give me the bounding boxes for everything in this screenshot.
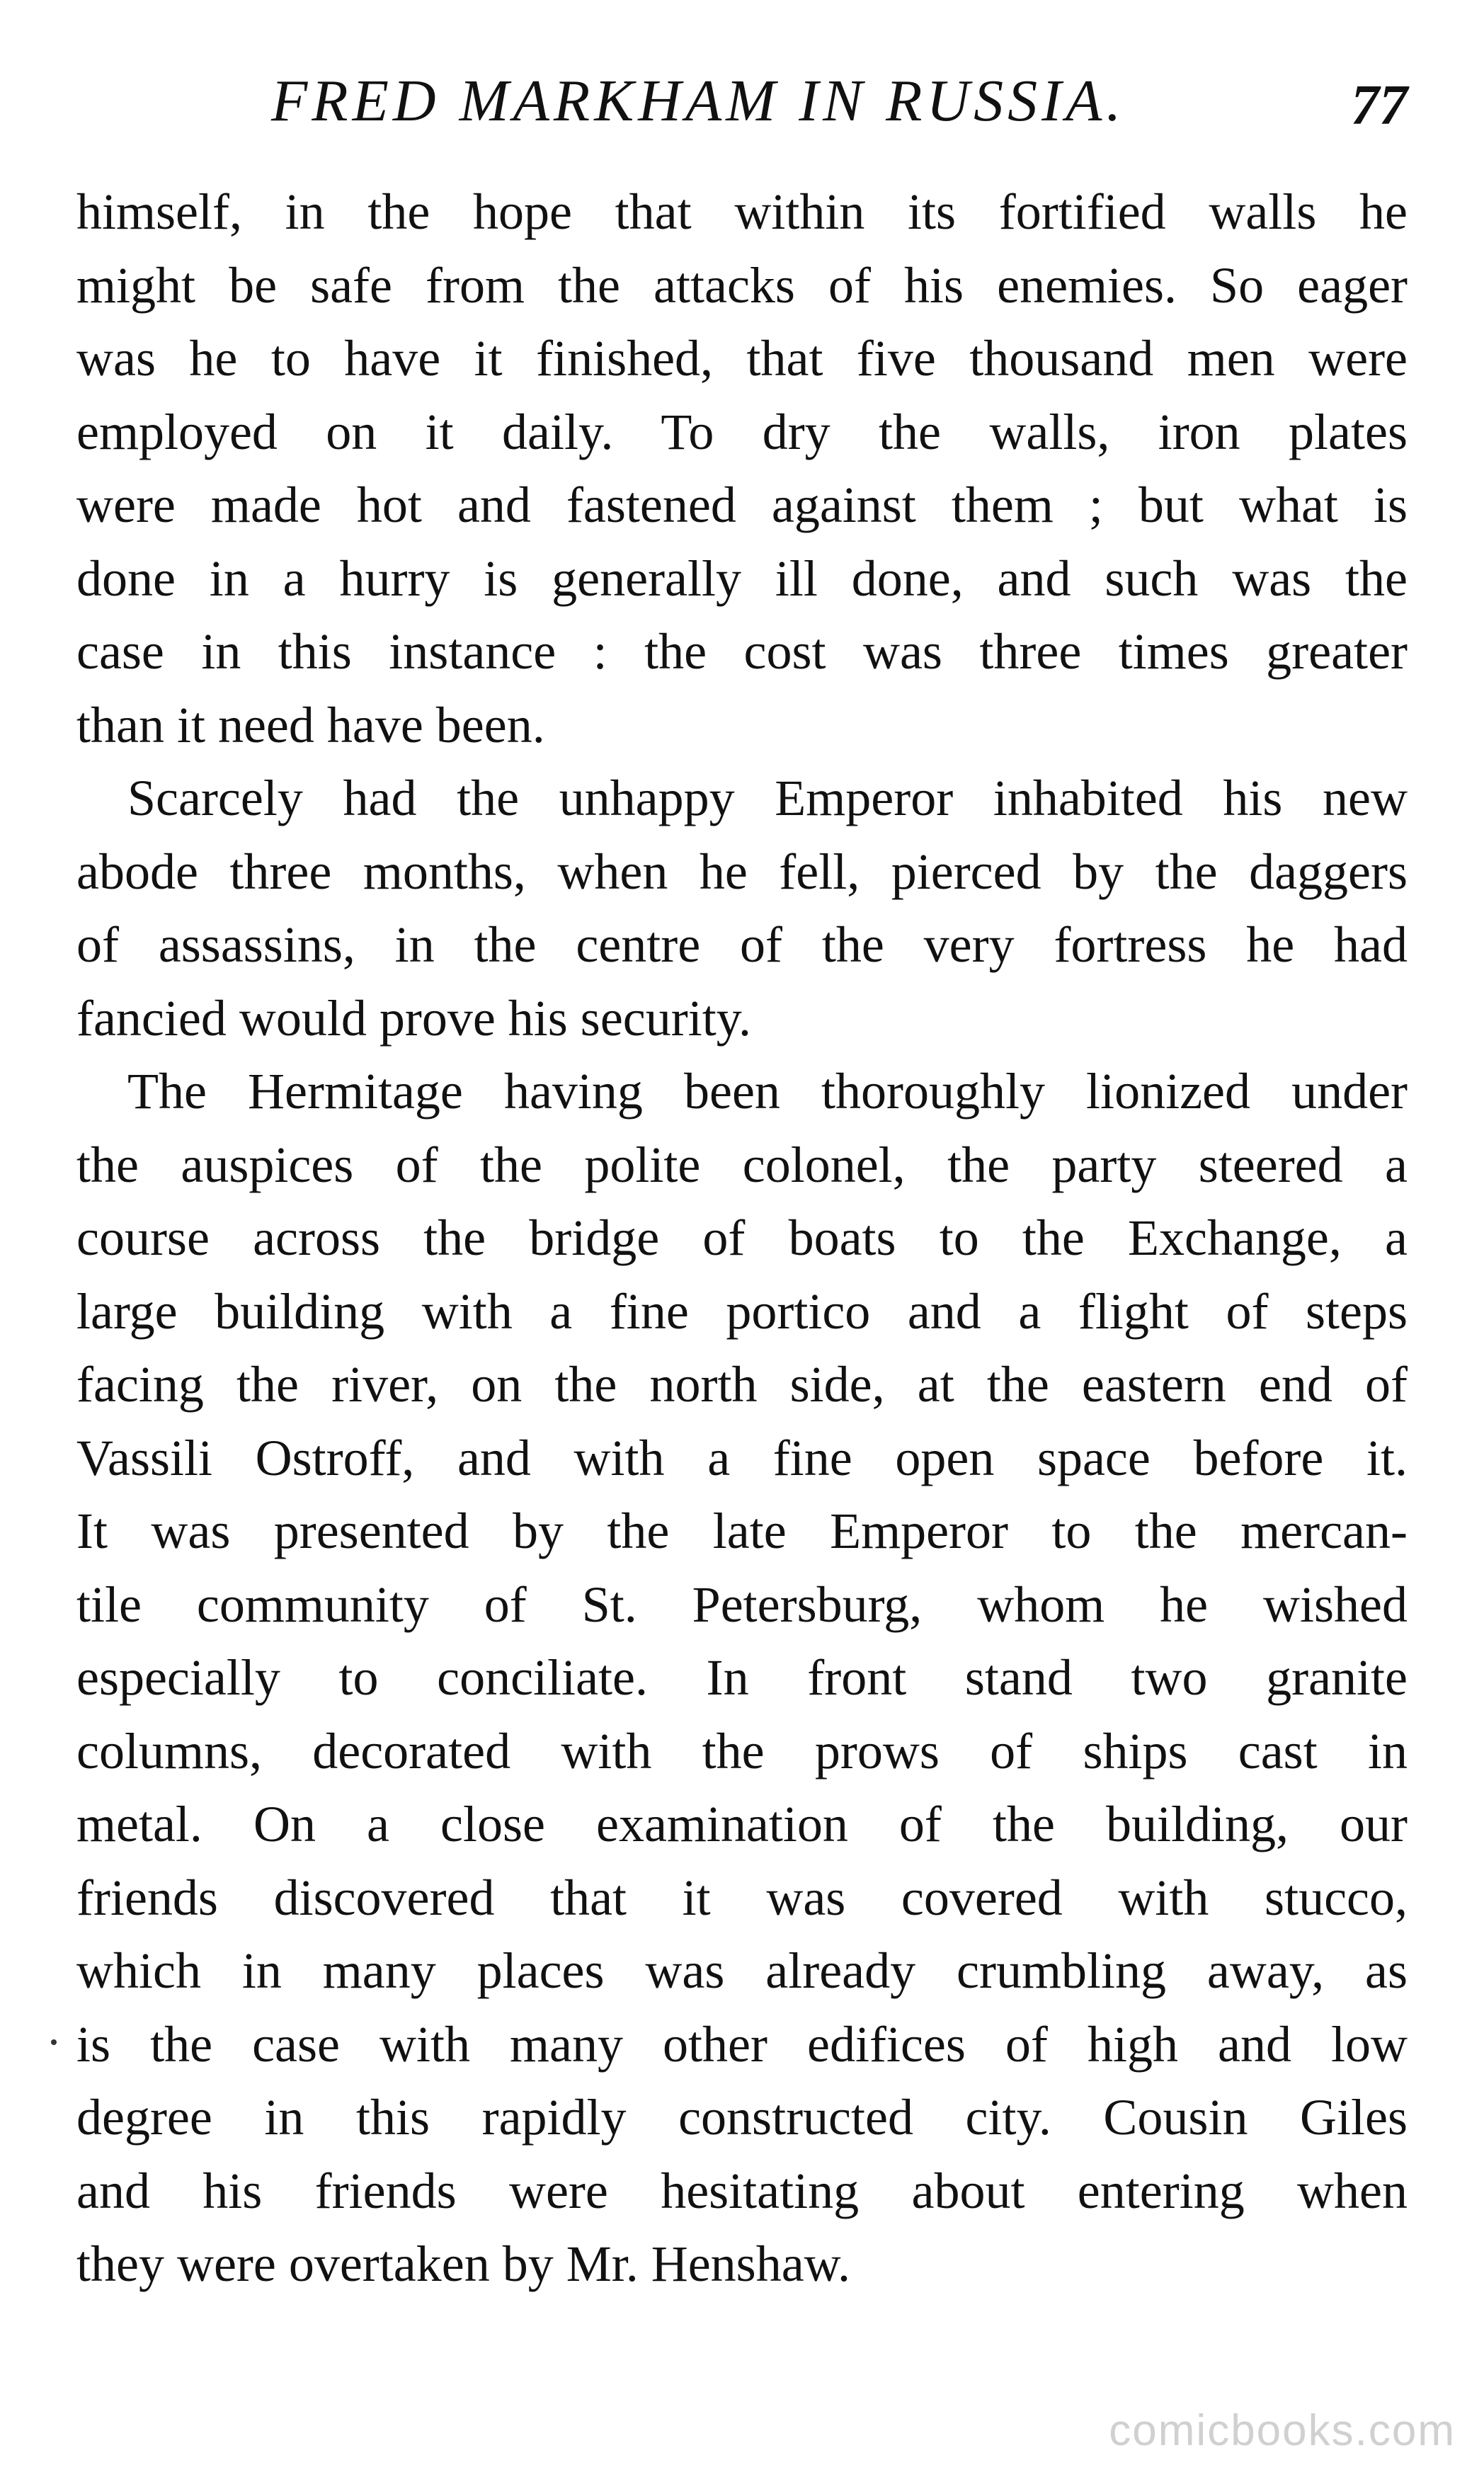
text-line: It was presented by the late Emperor to the mercan- [76,1503,1408,1559]
text-line: done in a hurry is generally ill done, and such was the [76,550,1408,607]
text-line: metal. On a close examination of the building, our [76,1796,1408,1852]
running-title: FRED MARKHAM IN RUSSIA. [271,68,1126,134]
text-line: tile community of St. Petersburg, whom he wished [76,1576,1408,1633]
text-line: friends discovered that it was covered with stucco, [76,1869,1408,1926]
page-header [76,62,1408,140]
text-line: Vassili Ostroff, and with a fine open space before it. [76,1429,1408,1486]
text-line: abode three months, when he fell, pierced by the daggers [76,843,1408,900]
text-line: and his friends were hesitating about entering when [76,2162,1408,2219]
text-line: which in many places was already crumbling away, as [76,1942,1408,1999]
text-line: fancied would prove his security. [76,989,752,1047]
page-number: 77 [1351,74,1408,137]
text-line: of assassins, in the centre of the very fortress he had [76,916,1408,973]
text-line: himself, in the hope that within its fortified walls he [76,183,1408,240]
text-line: facing the river, on the north side, at the eastern end of [76,1356,1408,1413]
text-line: case in this instance : the cost was three times greater [76,623,1408,680]
text-line: were made hot and fastened against them ; but what is [76,477,1408,533]
text-line: course across the bridge of boats to the Exchange, a [76,1209,1408,1266]
text-line: The Hermitage having been thoroughly lionized under [127,1063,1408,1120]
text-line: was he to have it finished, that five thousand men were [76,330,1408,387]
watermark: comicbooks.com [1109,2406,1456,2455]
text-line: especially to conciliate. In front stand two granite [76,1649,1408,1706]
text-line: than it need have been. [76,696,545,753]
text-line: degree in this rapidly constructed city. Cousin Giles [76,2089,1408,2146]
ink-speck [51,2039,57,2045]
paragraph-2 [76,762,1408,1055]
body-text [76,176,1408,2301]
text-line: the auspices of the polite colonel, the party steered a [76,1136,1408,1193]
paragraph-1 [76,176,1408,762]
text-line: is the case with many other edifices of high and low [76,2015,1408,2073]
text-line: large building with a fine portico and a flight of steps [76,1282,1408,1340]
text-line: might be safe from the attacks of his enemies. So eager [76,256,1408,314]
text-line: columns, decorated with the prows of ships cast in [76,1722,1408,1780]
paragraph-3 [76,1055,1408,2301]
text-line: employed on it daily. To dry the walls, iron plates [76,403,1408,460]
text-line: Scarcely had the unhappy Emperor inhabited his new [127,770,1408,826]
text-line: they were overtaken by Mr. Henshaw. [76,2236,850,2292]
